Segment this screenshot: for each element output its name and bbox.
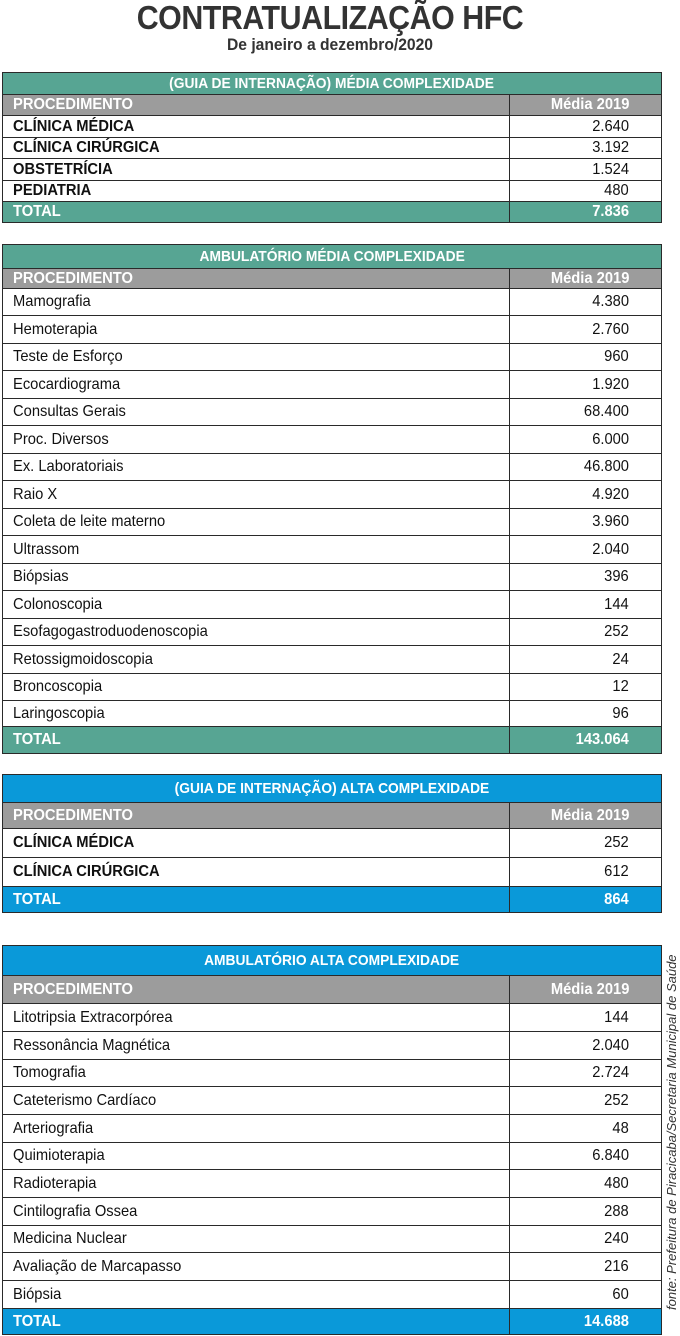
table-row: Ecocardiograma 1.920 (3, 371, 662, 399)
page-title: CONTRATUALIZAÇÃO HFC (136, 0, 524, 36)
table-total-row: TOTAL 7.836 (3, 202, 662, 223)
table-section-title: (GUIA DE INTERNAÇÃO) MÉDIA COMPLEXIDADE (3, 73, 662, 95)
table-row: Ressonância Magnética 2.040 (3, 1032, 662, 1060)
column-header-media: Média 2019 (510, 803, 662, 829)
source-credit: fonte: Prefeitura de Piracicaba/Secretaria Municipal de Saúde (664, 954, 679, 1310)
column-header-procedimento: PROCEDIMENTO (3, 976, 510, 1004)
table-row: Broncoscopia 12 (3, 674, 662, 701)
table-row: OBSTETRÍCIA 1.524 (3, 159, 662, 181)
table-row: Biópsia 60 (3, 1281, 662, 1309)
column-header-media: Média 2019 (510, 269, 662, 289)
table-row: Proc. Diversos 6.000 (3, 426, 662, 454)
table-row: CLÍNICA MÉDICA 2.640 (3, 116, 662, 138)
table-total-row: TOTAL 864 (3, 887, 662, 913)
column-header-procedimento: PROCEDIMENTO (3, 269, 510, 289)
column-header-procedimento: PROCEDIMENTO (3, 95, 510, 116)
table-ambulatorio-media (2, 244, 662, 754)
table-row: CLÍNICA CIRÚRGICA 612 (3, 858, 662, 887)
table-row: PEDIATRIA 480 (3, 181, 662, 202)
table-row: Radioterapia 480 (3, 1170, 662, 1198)
table-row: Hemoterapia 2.760 (3, 316, 662, 344)
table-row: Quimioterapia 6.840 (3, 1143, 662, 1170)
table-row: Tomografia 2.724 (3, 1060, 662, 1087)
table-total-row: TOTAL 14.688 (3, 1309, 662, 1335)
table-total-row: TOTAL 143.064 (3, 727, 662, 754)
table-section-title: AMBULATÓRIO ALTA COMPLEXIDADE (3, 946, 662, 976)
table-ambulatorio-alta (2, 945, 662, 1335)
table-internacao-media (2, 72, 662, 223)
table-internacao-alta (2, 774, 662, 913)
table-section-title: AMBULATÓRIO MÉDIA COMPLEXIDADE (3, 245, 662, 269)
table-row: Ex. Laboratoriais 46.800 (3, 454, 662, 481)
table-row: Arteriografia 48 (3, 1115, 662, 1143)
column-header-procedimento: PROCEDIMENTO (3, 803, 510, 829)
table-row: Retossigmoidoscopia 24 (3, 646, 662, 674)
table-header-row (3, 976, 662, 1004)
table-row: Medicina Nuclear 240 (3, 1226, 662, 1253)
table-row: Litotripsia Extracorpórea 144 (3, 1004, 662, 1032)
table-row: Esofagogastroduodenoscopia 252 (3, 619, 662, 646)
table-header-row (3, 95, 662, 116)
table-row: Laringoscopia 96 (3, 701, 662, 727)
table-row: Colonoscopia 144 (3, 591, 662, 619)
column-header-media: Média 2019 (510, 95, 662, 116)
table-header-row (3, 269, 662, 289)
table-row: Teste de Esforço 960 (3, 344, 662, 371)
page-subtitle: De janeiro a dezembro/2020 (226, 35, 434, 54)
table-header-row (3, 803, 662, 829)
table-row: Mamografia 4.380 (3, 289, 662, 316)
table-row: CLÍNICA MÉDICA 252 (3, 829, 662, 858)
table-row: Biópsias 396 (3, 564, 662, 591)
table-row: Avaliação de Marcapasso 216 (3, 1253, 662, 1281)
table-row: Consultas Gerais 68.400 (3, 399, 662, 426)
table-row: Cintilografia Ossea 288 (3, 1198, 662, 1226)
table-section-title: (GUIA DE INTERNAÇÃO) ALTA COMPLEXIDADE (3, 775, 662, 803)
table-row: Coleta de leite materno 3.960 (3, 509, 662, 536)
table-row: Raio X 4.920 (3, 481, 662, 509)
table-row: Cateterismo Cardíaco 252 (3, 1087, 662, 1115)
table-row: Ultrassom 2.040 (3, 536, 662, 564)
column-header-media: Média 2019 (510, 976, 662, 1004)
table-row: CLÍNICA CIRÚRGICA 3.192 (3, 138, 662, 159)
